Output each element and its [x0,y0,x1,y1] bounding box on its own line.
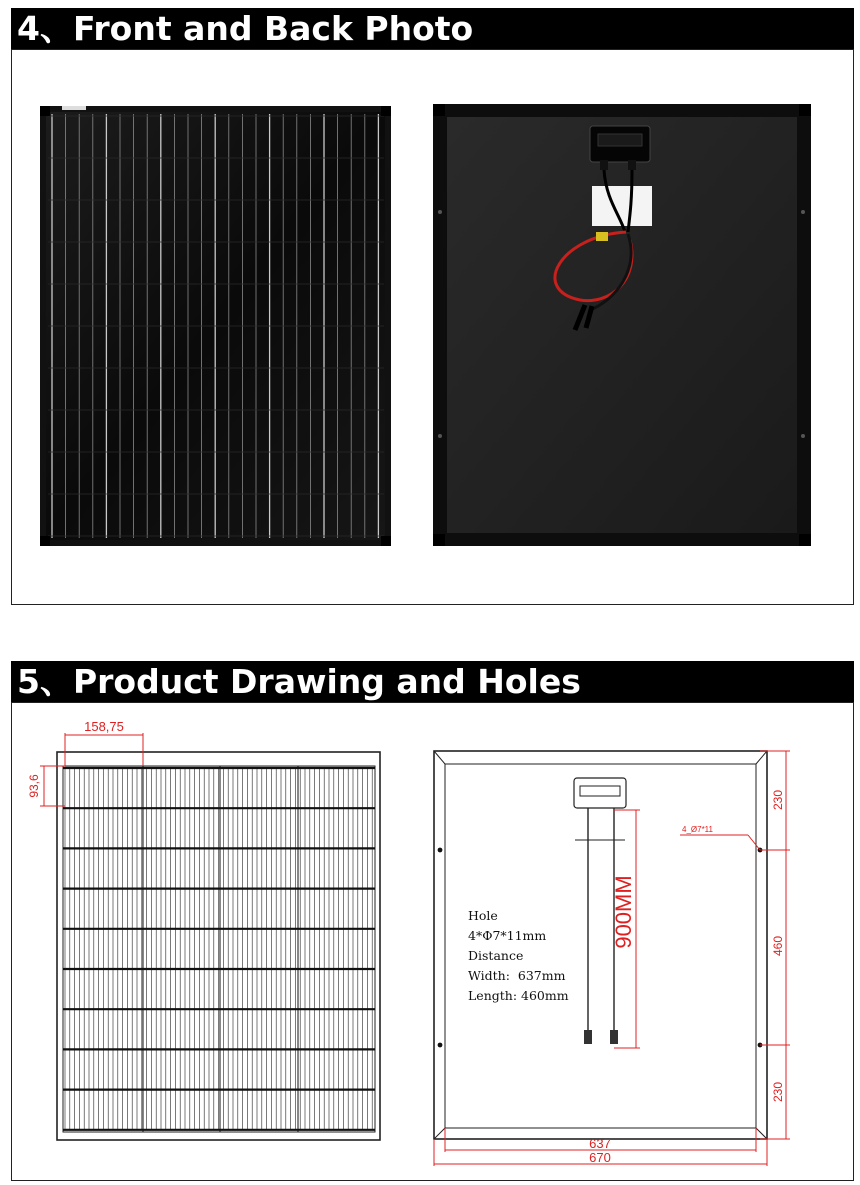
dim-cable-length: 900MM [611,875,636,949]
dim-top-gap: 230 [771,789,785,811]
drawing-cells [63,766,375,1132]
hole-bottom-left [438,1043,443,1048]
note-hole-size: 4*Φ7*11mm [468,928,547,943]
dim-width-outer: 670 [589,1150,611,1165]
dim-hole-callout: 4_Ø7*11 [682,825,713,834]
note-distance: Distance [468,948,524,963]
section-5-title: 5、Product Drawing and Holes [17,662,581,701]
dim-cell-width: 158,75 [84,719,124,734]
front-panel-photo [40,106,391,546]
hole-notes [468,906,569,1006]
note-length: Length: 460mm [468,988,569,1003]
note-hole: Hole [468,908,498,923]
back-panel-photo [433,104,811,546]
junction-box-drawing [574,778,626,808]
dim-bottom-gap: 230 [771,1081,785,1103]
section-4-title: 4、Front and Back Photo [17,9,474,48]
note-width: Width: 637mm [468,968,566,983]
front-drawing [40,733,380,1140]
dim-cell-height: 93,6 [27,774,41,798]
dim-width-inner: 637 [589,1136,611,1151]
hole-top-left [438,848,443,853]
back-label [592,186,652,226]
dim-middle-gap: 460 [771,935,785,957]
